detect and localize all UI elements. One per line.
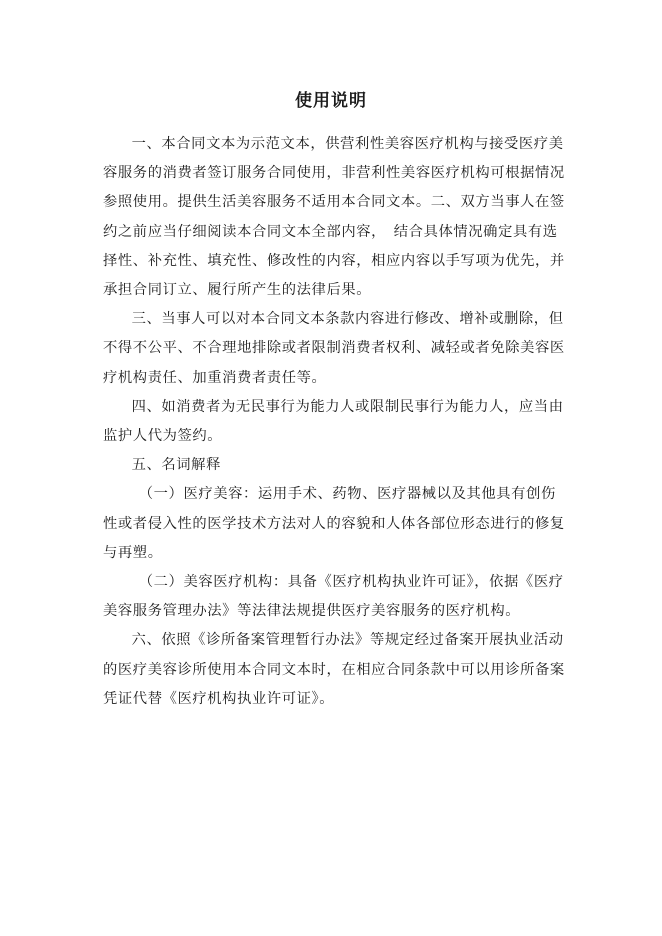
paragraph-6: 六、依照《诊所备案管理暂行办法》等规定经过备案开展执业活动的医疗美容诊所使用本合同文本时，在相应合同条款中可以用诊所备案凭证代替《医疗机构执业许可证》。 [103,632,565,707]
page-title: 使用说明 [295,91,367,111]
paragraph-3: 三、当事人可以对本合同文本条款内容进行修改、增补或删除，但不得不公平、不合理地排除或者限制消费者权利、减轻或者免除美容医疗机构责任、加重消费者责任等。 [103,311,565,386]
definition-medical-beauty: （一）医疗美容：运用手术、药物、医疗器械以及其他具有创伤性或者侵入性的医学技术方法对人的容貌和人体各部位形态进行的修复与再塑。 [103,486,565,561]
paragraph-4: 四、如消费者为无民事行为能力人或限制民事行为能力人，应当由监护人代为签约。 [103,398,564,445]
paragraph-5-heading: 五、名词解释 [131,457,221,474]
paragraph-1-2: 一、本合同文本为示范文本，供营利性美容医疗机构与接受医疗美容服务的消费者签订服务合同使用，非营利性美容医疗机构可根据情况参照使用。提供生活美容服务不适用本合同文本。二、双方当事人在签约之前应当仔细阅读本合同文本全部内容， 结合具体情况确定具有选择性、补充性、填充性、修改性的内容，相应内容以手写项为优先，并承担合同订立、履行所产生的法律后果。 [103,136,565,299]
definition-beauty-institution: （二）美容医疗机构：具备《医疗机构执业许可证》，依据《医疗美容服务管理办法》等法律法规提供医疗美容服务的医疗机构。 [103,574,564,620]
document-body [103,130,567,714]
